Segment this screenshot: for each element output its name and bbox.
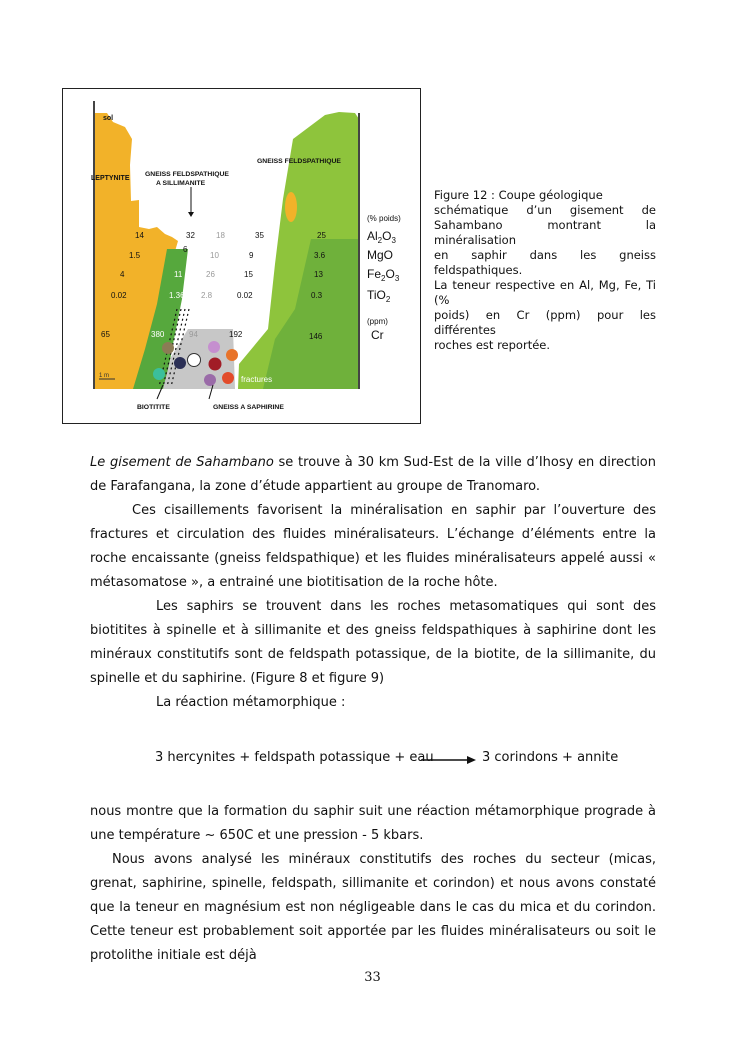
italic-title: Le gisement de Sahambano <box>90 455 274 470</box>
value: 0.02 <box>237 291 253 300</box>
value: 94 <box>189 330 198 339</box>
value: 2.8 <box>201 291 213 300</box>
value: 0.3 <box>311 291 323 300</box>
value: 146 <box>309 332 323 341</box>
caption-line: poids) en Cr (ppm) pour les différentes <box>434 308 656 337</box>
value: 15 <box>244 270 253 279</box>
oxide-mgo: MgO <box>367 248 394 262</box>
reaction-lhs: 3 hercynites + feldspath potassique + eau <box>155 750 434 765</box>
paragraph-reaction-intro: La réaction métamorphique : <box>156 695 346 710</box>
value: 32 <box>186 231 195 240</box>
label-gneiss-sill-2: A SILLIMANITE <box>156 180 206 187</box>
body-section-1 <box>90 451 656 715</box>
paragraph-location <box>90 451 656 499</box>
label-gneiss-saph: GNEISS A SAPHIRINE <box>213 404 284 411</box>
value: 1.36 <box>169 291 185 300</box>
paragraph-conditions: nous montre que la formation du saphir suit une réaction métamorphique prograde à une température ~ 650C et une pression - 5 kbars. <box>90 804 656 843</box>
value: 11 <box>174 270 183 279</box>
oxide-fe2o3: $Fe_2O_3$ <box>367 267 400 283</box>
label-gneiss-sill-1: GNEISS FELDSPATHIQUE <box>145 171 229 178</box>
label-fractures: fractures <box>241 375 273 384</box>
paragraph-analysis: Nous avons analysé les minéraux constitutifs des roches du secteur (micas, grenat, saphirine, spinelle, feldspath, sillimanite et corindon) et nous avons constaté que la teneur en magnésium est non négligeable dans le cas du mica et du corindon. Cette teneur est probablement soit apportée par les fluides minéralisateurs ou soit le protolithe initiale est déjà <box>90 852 656 963</box>
caption-line: en saphir dans les gneiss feldspathiques. <box>434 248 656 277</box>
paragraph-text: se trouve à 30 km Sud-Est de la ville d’Ihosy en direction de Farafangana, la zone d’étude appartient au groupe de Tranomaro. <box>90 455 656 494</box>
value: 0.02 <box>111 291 127 300</box>
scale-label: 1 m <box>99 373 110 379</box>
figure-geological-section <box>62 88 421 424</box>
yellow-lens <box>285 192 297 222</box>
caption-line: Figure 12 : Coupe géologique <box>434 188 603 202</box>
oxide-al2o3: $Al_2O_3$ <box>367 229 396 245</box>
value: 6 <box>183 245 188 254</box>
value: 9 <box>249 251 254 260</box>
value: 192 <box>229 330 243 339</box>
value: 65 <box>101 330 110 339</box>
value: 10 <box>210 251 219 260</box>
caption-line: roches est reportée. <box>434 338 551 352</box>
page-number: 33 <box>364 970 381 985</box>
sillimanite-arrowhead <box>188 212 194 217</box>
value: 1.5 <box>129 251 141 260</box>
value: 26 <box>206 270 215 279</box>
value: 3.6 <box>314 251 326 260</box>
label-leptynite: LEPTYNITE <box>91 175 130 182</box>
value: 380 <box>151 330 165 339</box>
label-biotitite: BIOTITITE <box>137 404 170 411</box>
caption-line: La teneur respective en Al, Mg, Fe, Ti (% <box>434 278 656 307</box>
reaction-equation <box>155 750 655 772</box>
paragraph-sapphires: Les saphirs se trouvent dans les roches metasomatiques qui sont des biotitites à spinelle et à sillimanite et des gneiss feldspathiques à saphirine dont les minéraux constitutifs sont de feldspath potassique, de la biotite, de la sillimanite, du spinelle et du saphirine. (Figure 8 et figure 9) <box>90 599 656 686</box>
label-poids: (% poids) <box>367 214 401 223</box>
value: 4 <box>120 270 125 279</box>
label-gneiss-feld: GNEISS FELDSPATHIQUE <box>257 158 341 165</box>
value: 18 <box>216 231 225 240</box>
label-ppm: (ppm) <box>367 317 388 326</box>
label-sol: sol <box>103 115 114 122</box>
geological-cross-section <box>63 89 420 423</box>
value: 35 <box>255 231 264 240</box>
value: 14 <box>135 231 144 240</box>
sillimanite-dark-values <box>229 231 264 339</box>
body-section-2 <box>90 800 656 968</box>
oxide-cr: Cr <box>371 328 384 342</box>
reaction-rhs: 3 corindons + annite <box>482 750 619 765</box>
sillimanite-gray-values <box>186 231 225 339</box>
figure-caption <box>434 188 656 353</box>
caption-line: Sahambano montrant la minéralisation <box>434 218 656 247</box>
value: 25 <box>317 231 326 240</box>
value: 13 <box>314 270 323 279</box>
paragraph-shear: Ces cisaillements favorisent la minéralisation en saphir par l’ouverture des fractures et circulation des fluides minéralisateurs. L’échange d’éléments entre la roche encaissante (gneiss feldspathique) et les fluides minéralisateurs appelé aussi « métasomatose », a entrainé une biotitisation de la roche hôte. <box>90 503 656 590</box>
caption-line: schématique d’un gisement de <box>434 203 656 217</box>
reaction-arrow-icon <box>421 754 477 766</box>
oxide-tio2: TiO$_2$ <box>367 288 391 304</box>
